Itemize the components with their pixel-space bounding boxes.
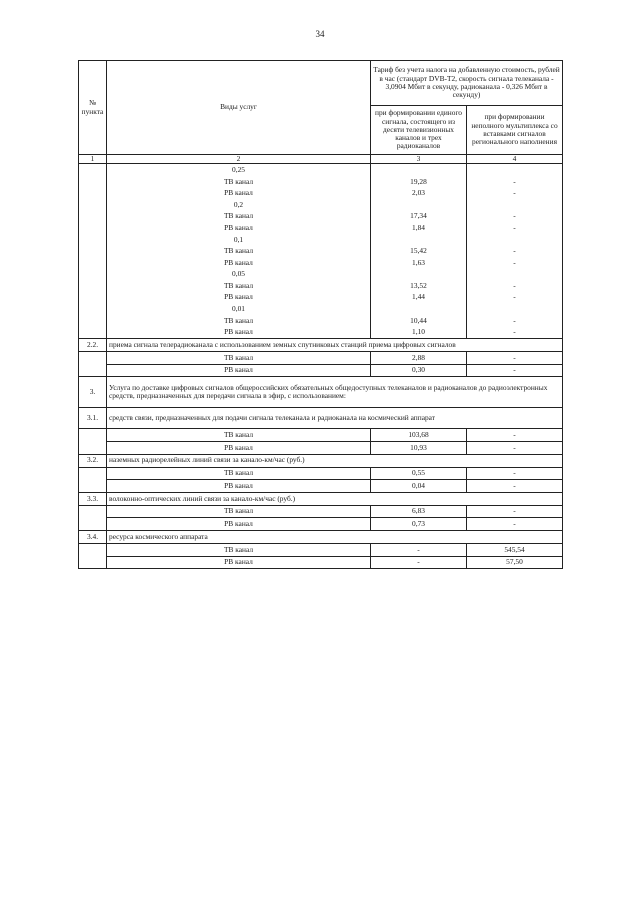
- service-cell: ТВ канал: [107, 467, 371, 480]
- number-cell: [79, 269, 107, 281]
- section-row: [79, 408, 563, 429]
- section-row: [79, 492, 563, 505]
- value-cell: -: [467, 480, 563, 493]
- section-number: 3.4.: [79, 530, 107, 543]
- value-cell: -: [467, 222, 563, 234]
- value-cell: 57,50: [467, 556, 563, 569]
- service-cell: РВ канал: [107, 222, 371, 234]
- number-cell: [79, 187, 107, 199]
- table-row: [79, 187, 563, 199]
- number-cell: [79, 280, 107, 292]
- value-cell: 0,04: [371, 480, 467, 493]
- value-cell: [371, 234, 467, 246]
- value-cell: -: [467, 280, 563, 292]
- number-cell: [79, 257, 107, 269]
- number-cell: [79, 441, 107, 454]
- value-cell: 1,84: [371, 222, 467, 234]
- value-cell: 17,34: [371, 211, 467, 223]
- value-cell: -: [467, 327, 563, 339]
- number-cell: [79, 429, 107, 442]
- value-cell: 1,44: [371, 292, 467, 304]
- value-cell: 0,55: [371, 467, 467, 480]
- table-row: [79, 467, 563, 480]
- column-number: 4: [467, 155, 563, 164]
- number-cell: [79, 199, 107, 211]
- table-row: [79, 269, 563, 281]
- number-cell: [79, 467, 107, 480]
- table-row: [79, 543, 563, 556]
- value-cell: 19,28: [371, 176, 467, 188]
- table-row: [79, 164, 563, 176]
- service-cell: РВ канал: [107, 480, 371, 493]
- section-row: [79, 339, 563, 352]
- service-cell: ТВ канал: [107, 429, 371, 442]
- service-cell: РВ канал: [107, 441, 371, 454]
- number-cell: [79, 556, 107, 569]
- value-cell: [371, 303, 467, 315]
- section-number: 3.: [79, 377, 107, 408]
- value-cell: -: [467, 441, 563, 454]
- table-row: [79, 211, 563, 223]
- service-cell: 0,1: [107, 234, 371, 246]
- value-cell: -: [371, 556, 467, 569]
- table-row: [79, 303, 563, 315]
- section-title: ресурса космического аппарата: [107, 530, 563, 543]
- number-cell: [79, 303, 107, 315]
- value-cell: -: [467, 257, 563, 269]
- service-cell: ТВ канал: [107, 245, 371, 257]
- table-row: [79, 280, 563, 292]
- value-cell: 103,68: [371, 429, 467, 442]
- value-cell: [371, 164, 467, 176]
- service-cell: РВ канал: [107, 556, 371, 569]
- header-row-1: [79, 61, 563, 106]
- number-cell: [79, 327, 107, 339]
- value-cell: -: [467, 467, 563, 480]
- table-row: [79, 199, 563, 211]
- number-cell: [79, 315, 107, 327]
- service-cell: 0,2: [107, 199, 371, 211]
- section-title: приема сигнала телерадиоканала с использованием земных спутниковых станций приема цифровых сигналов: [107, 339, 563, 352]
- column-number: 3: [371, 155, 467, 164]
- service-cell: 0,05: [107, 269, 371, 281]
- number-cell: [79, 176, 107, 188]
- section-row: [79, 454, 563, 467]
- table-row: [79, 480, 563, 493]
- table-row: [79, 556, 563, 569]
- value-cell: -: [467, 505, 563, 518]
- column-number-row: [79, 155, 563, 164]
- service-cell: ТВ канал: [107, 211, 371, 223]
- table-row: [79, 245, 563, 257]
- tariff-table: [78, 60, 563, 569]
- column-number: 2: [107, 155, 371, 164]
- value-cell: 6,83: [371, 505, 467, 518]
- section-title: средств связи, предназначенных для подачи сигнала телеканала и радиоканала на космический аппарат: [107, 408, 563, 429]
- service-cell: ТВ канал: [107, 280, 371, 292]
- table-row: [79, 292, 563, 304]
- value-cell: 1,63: [371, 257, 467, 269]
- table-row: [79, 505, 563, 518]
- value-cell: 10,93: [371, 441, 467, 454]
- table-row: [79, 222, 563, 234]
- number-cell: [79, 480, 107, 493]
- section-number: 3.1.: [79, 408, 107, 429]
- value-cell: [467, 164, 563, 176]
- value-cell: -: [467, 245, 563, 257]
- section-title: Услуга по доставке цифровых сигналов общероссийских обязательных общедоступных телеканалов и радиоканалов до радиоэлектронных средств, предназначенных для передачи сигнала в эфир, с использованием:: [107, 377, 563, 408]
- service-cell: РВ канал: [107, 187, 371, 199]
- service-cell: 0,01: [107, 303, 371, 315]
- section-title: волоконно-оптических линий связи за канало-км/час (руб.): [107, 492, 563, 505]
- value-cell: 2,88: [371, 352, 467, 365]
- service-cell: РВ канал: [107, 364, 371, 377]
- number-cell: [79, 505, 107, 518]
- table-row: [79, 327, 563, 339]
- value-cell: [371, 269, 467, 281]
- value-cell: 0,73: [371, 518, 467, 531]
- service-cell: ТВ канал: [107, 543, 371, 556]
- table-row: [79, 429, 563, 442]
- value-cell: -: [467, 211, 563, 223]
- number-cell: [79, 364, 107, 377]
- section-number: 2.2.: [79, 339, 107, 352]
- service-cell: ТВ канал: [107, 176, 371, 188]
- table-row: [79, 234, 563, 246]
- header-number-column: № пункта: [79, 61, 107, 155]
- value-cell: 2,03: [371, 187, 467, 199]
- section-number: 3.2.: [79, 454, 107, 467]
- header-tariff-title: Тариф без учета налога на добавленную стоимость, рублей в час (стандарт DVB-T2, скорость сигнала телеканала - 3,0904 Мбит в секунду, радиоканала - 0,326 Мбит в секунду): [371, 61, 563, 106]
- value-cell: -: [467, 187, 563, 199]
- service-cell: ТВ канал: [107, 505, 371, 518]
- value-cell: [467, 234, 563, 246]
- table-row: [79, 441, 563, 454]
- value-cell: 15,42: [371, 245, 467, 257]
- service-cell: 0,25: [107, 164, 371, 176]
- number-cell: [79, 222, 107, 234]
- table-row: [79, 315, 563, 327]
- number-cell: [79, 543, 107, 556]
- value-cell: -: [467, 429, 563, 442]
- header-single-signal: при формировании единого сигнала, состоящего из десяти телевизионных каналов и трех радиоканалов: [371, 106, 467, 155]
- service-cell: ТВ канал: [107, 315, 371, 327]
- value-cell: [371, 199, 467, 211]
- section-number: 3.3.: [79, 492, 107, 505]
- service-cell: РВ канал: [107, 327, 371, 339]
- table-row: [79, 257, 563, 269]
- value-cell: -: [467, 176, 563, 188]
- value-cell: -: [467, 292, 563, 304]
- table-row: [79, 518, 563, 531]
- value-cell: -: [467, 315, 563, 327]
- service-cell: РВ канал: [107, 257, 371, 269]
- column-number: 1: [79, 155, 107, 164]
- value-cell: [467, 199, 563, 211]
- value-cell: 545,54: [467, 543, 563, 556]
- value-cell: -: [467, 364, 563, 377]
- header-services-column: Виды услуг: [107, 61, 371, 155]
- header-partial-multiplex: при формировании неполного мультиплекса со вставками сигналов регионального наполнения: [467, 106, 563, 155]
- number-cell: [79, 211, 107, 223]
- number-cell: [79, 352, 107, 365]
- number-cell: [79, 164, 107, 176]
- number-cell: [79, 245, 107, 257]
- value-cell: 1,10: [371, 327, 467, 339]
- value-cell: 0,30: [371, 364, 467, 377]
- value-cell: [467, 269, 563, 281]
- section-row: [79, 377, 563, 408]
- value-cell: [467, 303, 563, 315]
- value-cell: -: [467, 352, 563, 365]
- number-cell: [79, 234, 107, 246]
- table-row: [79, 364, 563, 377]
- table-row: [79, 352, 563, 365]
- table-row: [79, 176, 563, 188]
- value-cell: 13,52: [371, 280, 467, 292]
- number-cell: [79, 518, 107, 531]
- section-row: [79, 530, 563, 543]
- number-cell: [79, 292, 107, 304]
- section-title: наземных радиорелейных линий связи за канало-км/час (руб.): [107, 454, 563, 467]
- service-cell: РВ канал: [107, 292, 371, 304]
- value-cell: 10,44: [371, 315, 467, 327]
- value-cell: -: [371, 543, 467, 556]
- page-number: 34: [315, 29, 325, 39]
- service-cell: ТВ канал: [107, 352, 371, 365]
- service-cell: РВ канал: [107, 518, 371, 531]
- value-cell: -: [467, 518, 563, 531]
